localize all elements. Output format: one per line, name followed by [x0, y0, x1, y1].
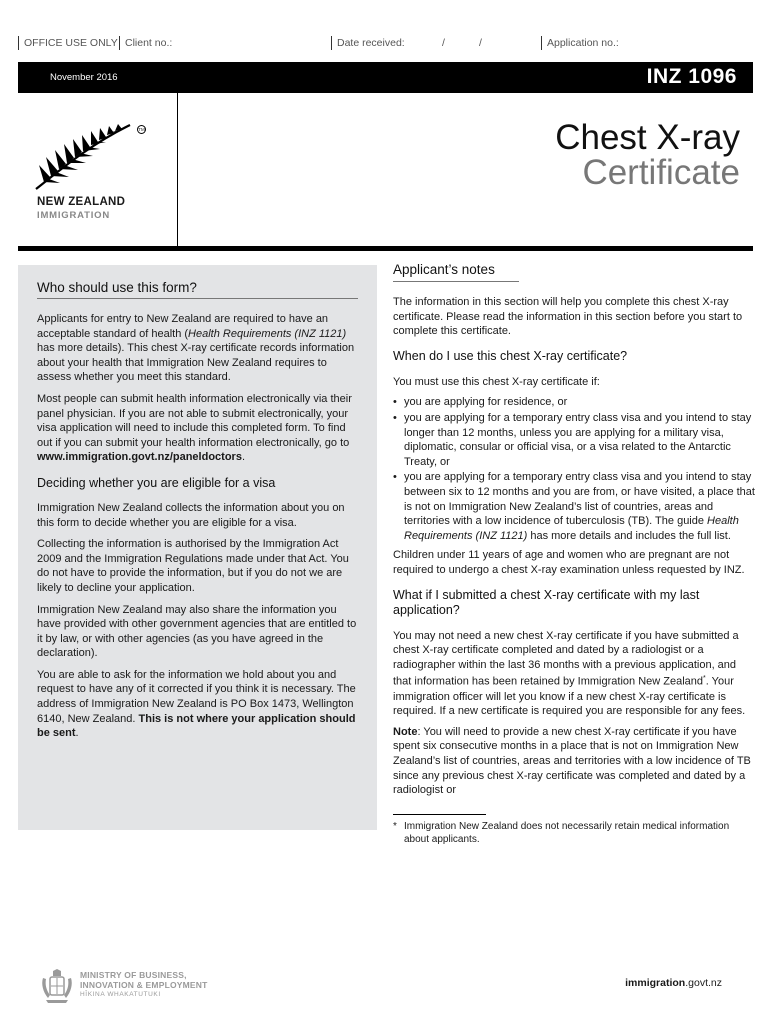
footnote [393, 820, 755, 846]
notes-heading: Applicant’s notes [393, 262, 519, 282]
date-received-field: Date received: [331, 36, 405, 50]
p2-text-a: Most people can submit health information electronically via their panel physician. If you are not able to submit electronically, your visa application will need to include this completed form. To find out if you can submit your health information electronically, go to [37, 392, 352, 449]
who-should-use-panel [18, 265, 377, 830]
panel-paragraph-1 [37, 312, 358, 385]
p1-text-a: Applicants for entry to New Zealand are required to have an acceptable standard of health ( [37, 313, 329, 340]
trademark-badge: TM [138, 127, 145, 132]
p1-guide-title: Health Requirements (INZ 1121) [188, 327, 347, 340]
date-slash-2: / [479, 37, 482, 49]
list-item: • you are applying for a temporary entry class visa and you intend to stay longer than 12 months, unless you are applying for a military visa, diplomatic, consular or official visa, or a visa related to the Antarctic Treaty, or [393, 411, 755, 469]
p6-text-b: . [75, 727, 79, 740]
bullet3-guide-title: Health Requirements (INZ 1121) [404, 515, 739, 542]
panel-doctors-link[interactable]: www.immigration.govt.nz/paneldoctors [37, 451, 242, 464]
question-1-heading: When do I use this chest X-ray certificate? [393, 348, 628, 363]
p1-text-b: has more details). This chest X-ray certificate records information about your health that Immigration New Zealand requires to assess whether you meet this standard. [37, 342, 355, 384]
title-line-2: Certificate [582, 153, 740, 192]
ministry-line-2: INNOVATION & EMPLOYMENT [80, 980, 208, 990]
nz-immigration-logo [18, 93, 178, 248]
ministry-name [80, 970, 280, 1000]
footnote-marker: * [703, 675, 706, 683]
date-slash-1: / [442, 37, 445, 49]
question-2-paragraph [393, 629, 755, 719]
logo-name: NEW ZEALAND [37, 196, 126, 208]
client-no-field: Client no.: [119, 36, 172, 50]
footnote-divider [393, 814, 486, 815]
logo-subtitle: IMMIGRATION [37, 210, 111, 221]
conditions-list [393, 395, 755, 543]
form-number: INZ 1096 [646, 65, 737, 88]
silver-fern-icon [34, 123, 134, 193]
question-1-intro: You must use this chest X-ray certificate if: [393, 375, 600, 388]
panel-paragraph-4: Collecting the information is authorised by the Immigration Act 2009 and the Immigration Regulations made under that Act. You do not have to provide the information, but if you do not we are likely to decline your application. [37, 538, 349, 594]
note-label: Note [393, 725, 418, 738]
panel-paragraph-6 [37, 668, 358, 741]
ministry-line-3: HĪKINA WHAKATUTUKI [80, 991, 161, 998]
panel-paragraph-5: Immigration New Zealand may also share the information you have provided with other government agencies that are entitled to it by law, or with other agencies (as you have agreed in the declaration). [37, 603, 357, 660]
website-link[interactable] [625, 977, 722, 989]
q2-text-a: You may not need a new chest X-ray certificate if you have submitted a chest X-ray certificate completed and dated by a radiologist or a radiographer within the last 36 months with a previous application, and that information has been retained by Immigration New Zealand [393, 629, 739, 688]
p6-bold-text: This is not where your application should be sent [37, 712, 356, 740]
nz-coat-of-arms-icon [40, 968, 74, 1004]
panel-paragraph-2 [37, 392, 358, 465]
header-band [18, 62, 753, 93]
footnote-text: Immigration New Zealand does not necessarily retain medical information about applicants. [404, 820, 730, 845]
bullet3-text-a: you are applying for a temporary entry class visa and you intend to stay between six to 12 months and you are from, or have visited, a place that is not on Immigration New Zealand’s list of countries, areas and territories with a low incidence of tuberculosis (TB). The guide [404, 471, 755, 528]
website-bold: immigration [625, 977, 686, 989]
form-date: November 2016 [50, 72, 118, 83]
header-divider [18, 246, 753, 251]
question-2-heading: What if I submitted a chest X-ray certificate with my last application? [393, 587, 700, 617]
q2-text-b: . Your immigration officer will let you know if a new chest X-ray certificate is required. If a new certificate is required you are responsible for any fees. [393, 675, 746, 718]
applicants-notes [393, 262, 755, 846]
p2-text-b: . [241, 451, 246, 464]
footnote-star: * [393, 820, 397, 832]
website-rest: .govt.nz [685, 977, 722, 989]
note-paragraph [393, 725, 755, 798]
list-item [393, 470, 755, 543]
note-text: : You will need to provide a new chest X-ray certificate if you have spent six consecutive months in a place that is not on Immigration New Zealand’s list of countries, areas and territories with a low incidence of TB since any previous chest X-ray certificate was completed and dated by a radiologist or [393, 725, 751, 797]
eligibility-subheading: Deciding whether you are eligible for a visa [37, 475, 276, 490]
panel-paragraph-3: Immigration New Zealand collects the information about you on this form to decide whether you are eligible for a visa. [37, 501, 345, 529]
notes-intro: The information in this section will help you complete this chest X-ray certificate. Please read the information in this section before you start to complete this certificate. [393, 296, 743, 338]
panel-heading: Who should use this form? [37, 280, 358, 299]
children-paragraph: Children under 11 years of age and women who are pregnant are not required to undergo a chest X-ray examination unless requested by INZ. [393, 549, 745, 576]
ministry-line-1: MINISTRY OF BUSINESS, [80, 970, 187, 980]
office-use-bar [18, 36, 753, 52]
application-no-field: Application no.: [541, 36, 619, 50]
bullet3-text-b: has more details and includes the full list. [527, 529, 731, 542]
title-line-1: Chest X-ray [555, 118, 740, 157]
office-use-label: OFFICE USE ONLY [18, 36, 118, 50]
p6-text-a: You are able to ask for the information we hold about you and request to have any of it corrected if you think it is necessary. The address of Immigration New Zealand is PO Box 1473, Wellington 6140, New Zealand. [37, 668, 356, 725]
list-item: • you are applying for residence, or [393, 395, 755, 410]
